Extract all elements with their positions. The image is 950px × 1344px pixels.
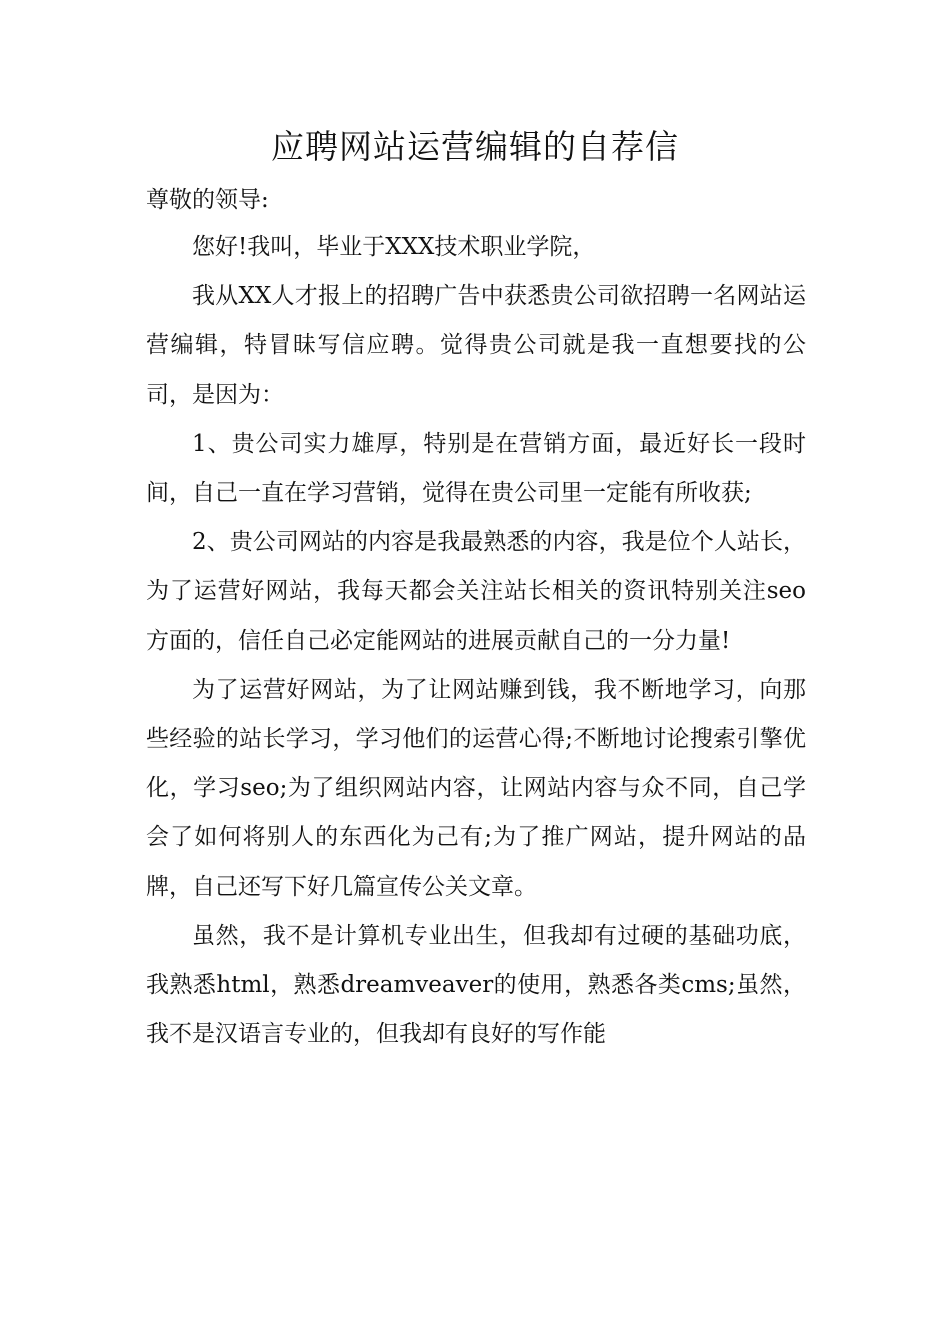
document-title: 应聘网站运营编辑的自荐信: [271, 127, 679, 166]
paragraph-skills: 虽然，我不是计算机专业出生，但我却有过硬的基础功底，我熟悉html，熟悉dreamveaver的使用，熟悉各类cms;虽然，我不是汉语言专业的，但我却有良好的写作能: [146, 922, 806, 1048]
paragraph-greeting: 您好!我叫，毕业于XXX技术职业学院，: [192, 234, 596, 260]
paragraph-application: 我从XX人才报上的招聘广告中获悉贵公司欲招聘一名网站运营编辑，特冒昧写信应聘。觉得贵公司就是我一直想要找的公司，是因为：: [146, 283, 806, 408]
paragraph-learning: 为了运营好网站，为了让网站赚到钱，我不断地学习，向那些经验的站长学习，学习他们的运营心得;不断地讨论搜索引擎优化，学习seo;为了组织网站内容，让网站内容与众不同，自己学会了如何将别人的东西化为己有;为了推广网站，提升网站的品牌，自己还写下好几篇宣传公关文章。: [146, 676, 806, 900]
paragraph-reason-1: 1、贵公司实力雄厚，特别是在营销方面，最近好长一段时间，自己一直在学习营销，觉得在贵公司里一定能有所收获;: [146, 430, 806, 507]
paragraph-reason-2: 2、贵公司网站的内容是我最熟悉的内容，我是位个人站长，为了运营好网站，我每天都会关注站长相关的资讯特别关注seo方面的，信任自己必定能网站的进展贡献自己的一分力量!: [146, 529, 806, 654]
salutation: 尊敬的领导:: [146, 187, 269, 213]
letter-body: [146, 223, 806, 1059]
